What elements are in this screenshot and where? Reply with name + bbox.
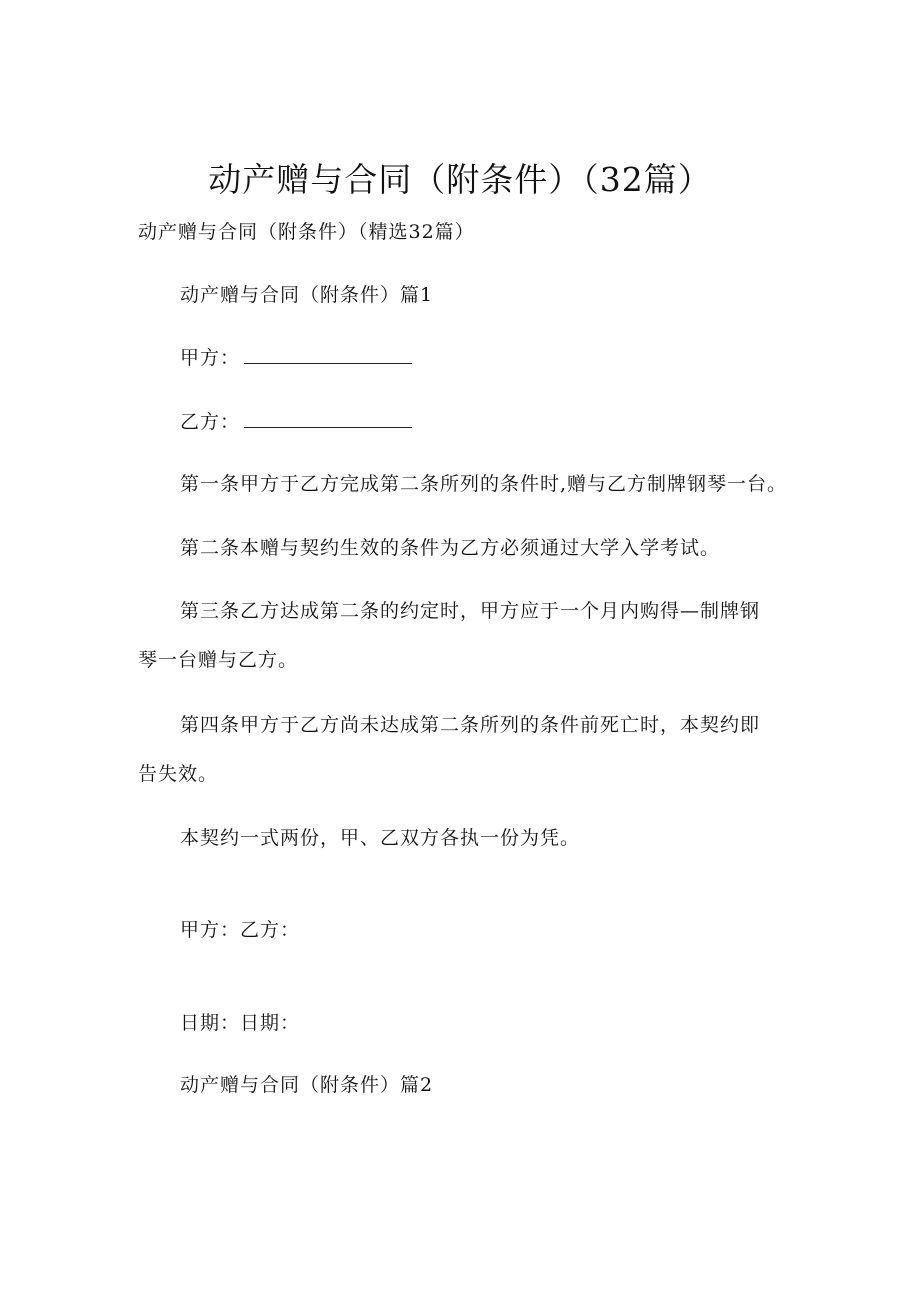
article-3-line-2: 琴一台赠与乙方。 (138, 649, 299, 671)
party-a-blank (244, 347, 412, 364)
section-heading-1: 动产赠与合同（附条件）篇1 (180, 284, 434, 306)
document-title: 动产赠与合同（附条件）（32篇） (208, 160, 712, 199)
party-a-line (180, 346, 412, 370)
article-3-line-1: 第三条乙方达成第二条的约定时，甲方应于一个月内购得—制牌钢 (180, 600, 761, 622)
article-4-line-2: 告失效。 (138, 763, 219, 785)
date-line: 日期：日期： (180, 1012, 301, 1034)
party-b-line (180, 410, 412, 434)
party-b-label: 乙方： (180, 411, 241, 433)
party-a-label: 甲方： (180, 347, 241, 369)
party-b-blank (244, 411, 412, 428)
article-2: 第二条本赠与契约生效的条件为乙方必须通过大学入学考试。 (180, 537, 721, 559)
copies-clause: 本契约一式两份，甲、乙双方各执一份为凭。 (180, 827, 581, 849)
article-1: 第一条甲方于乙方完成第二条所列的条件时,赠与乙方制牌钢琴一台。 (180, 473, 788, 495)
signature-line: 甲方：乙方： (180, 919, 301, 941)
article-4-line-1: 第四条甲方于乙方尚未达成第二条所列的条件前死亡时，本契约即 (180, 714, 761, 736)
document-subtitle: 动产赠与合同（附条件）（精选32篇） (138, 221, 475, 243)
section-heading-2: 动产赠与合同（附条件）篇2 (180, 1074, 434, 1096)
